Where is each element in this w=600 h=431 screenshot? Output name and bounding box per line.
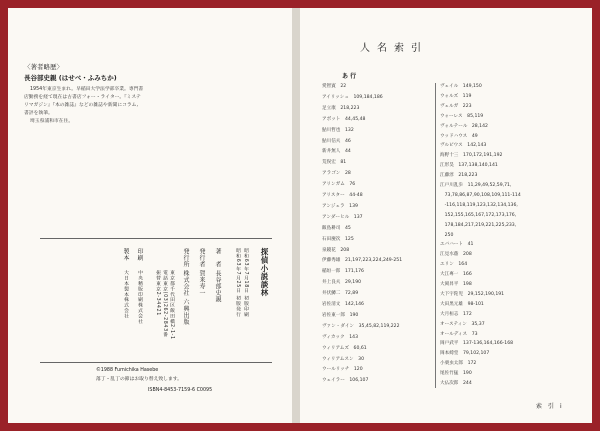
- bio-line: リマガジン』『本の雑誌』などの雑誌や新聞にコラム,: [24, 103, 138, 108]
- author-name: 長谷部史親 (はせべ・ふみちか): [24, 74, 117, 82]
- index-entry: 大仏次郎 244: [440, 381, 472, 386]
- index-entry: アイリッシュ 109,184,186: [322, 94, 383, 100]
- index-entry: 岡戸武平 137-136,164,166-168: [440, 341, 514, 347]
- index-entry: ウッドハウス 49: [440, 133, 478, 139]
- index-entry: 岩佐東一郎 190: [322, 312, 359, 318]
- publisher-address: 東京都千代田区飯田橋2-1-1: [169, 270, 174, 340]
- page-footer: 索 引 i: [536, 403, 562, 410]
- index-entry: 足立康 218,223: [322, 105, 360, 111]
- bio-line: 店勤務を経て現在は古書店フォー・ライター。『ミステ: [24, 95, 141, 100]
- index-entry: ウィリアムスン 30: [322, 356, 364, 362]
- index-entry: 大田黒元雄 98-101: [440, 301, 484, 307]
- bio-line: 1954年東京生まれ。早稲田大学法学部卒業。専門書: [30, 87, 144, 92]
- index-entry: オースティン 35,37: [440, 321, 485, 327]
- publisher-phone: 電話東京(03)262-2843番: [162, 270, 167, 338]
- book-gutter: [292, 8, 300, 423]
- index-entry: 愛智賓 22: [322, 84, 347, 89]
- bio-heading: 〈著者略歴〉: [24, 63, 63, 71]
- index-entry: 江藤淳 218,223: [440, 173, 478, 179]
- index-entry: 江形昊 137,138,140,141: [440, 163, 498, 169]
- index-entry: オールディス 73: [440, 331, 478, 337]
- index-entry: 海野十三 170,172,191,192: [440, 153, 503, 159]
- index-entry: 井伏鱒二 72,89: [322, 291, 359, 297]
- index-entry: 大岡昇平 198: [440, 282, 472, 287]
- print-label: 印刷: [136, 248, 143, 262]
- isbn: ISBN4-8453-7159-6 C0095: [148, 388, 213, 393]
- index-entry: アボット 44,45,48: [322, 116, 366, 122]
- index-entry: 大下宇陀児 29,152,190,191: [440, 291, 505, 297]
- publisher-person-label: 発行者: [198, 248, 205, 268]
- index-entry: 岩佐清文 142,146: [322, 302, 364, 307]
- index-entry: 荒俣宏 81: [322, 160, 347, 166]
- binder: 大日本製本株式会社: [123, 270, 128, 319]
- colophon-author: 長谷部史親: [214, 270, 221, 303]
- index-entry: アンダーヒル 137: [322, 214, 363, 220]
- binding-label: 製本: [122, 248, 129, 262]
- index-entry: ウィリアムズ 60,61: [322, 345, 367, 351]
- left-page: [8, 8, 292, 423]
- index-entry: ヴェルガ 223: [440, 103, 472, 109]
- index-entry: 泉鏡花 208: [322, 247, 350, 253]
- printer: 中央精版印刷株式会社: [137, 270, 142, 324]
- colophon-top-rule: [40, 238, 272, 239]
- index-entry: 大江專一 166: [440, 272, 472, 278]
- index-entry: 飯島耕司 45: [322, 225, 351, 231]
- author-label: 著 者: [214, 248, 221, 268]
- index-entry: 稲垣一郎 171,176: [322, 269, 364, 275]
- index-entry: 新井無人 44: [322, 149, 351, 155]
- index-entry: ウォーレス 85,119: [440, 113, 484, 119]
- index-entry: アリンガム 76: [322, 182, 356, 188]
- publisher-transfer: 振替東京2-34421: [155, 270, 160, 316]
- index-entry: エバハート 41: [440, 242, 474, 248]
- index-entry: 大月桓志 172: [440, 311, 472, 317]
- index-entry: 岡本綺堂 79,102,107: [440, 351, 490, 357]
- bio-line: 書評を執筆。: [24, 111, 53, 116]
- index-entry: ヴルピウス 142,143: [440, 143, 487, 149]
- index-entry: 江戸川乱歩 11,29,49,52,59,71,: [440, 183, 512, 188]
- copyright: ©1988 Fumichika Hasebe: [96, 368, 159, 373]
- publisher-person: 賀来寿一: [198, 270, 205, 297]
- bio-line: 埼玉県浦和市在住。: [30, 119, 74, 124]
- column-divider: [435, 83, 436, 388]
- index-entry: ヴァン・ダイン 35,45,82,119,222: [322, 323, 400, 329]
- index-title: 人名索引: [360, 43, 428, 54]
- index-entry: 250: [440, 232, 454, 238]
- index-entry: 152,155,165,167,172,173,176,: [440, 212, 517, 218]
- book-title: 探偵小説談林: [260, 248, 269, 297]
- index-entry: 尾佐竹猛 190: [440, 371, 472, 377]
- index-entry: エリン 164: [440, 262, 468, 268]
- print-date: 昭和63年7月18日 初版印刷: [243, 248, 248, 317]
- index-entry: 井上良夫 29,190: [322, 280, 362, 286]
- index-entry: アリスター 44-48: [322, 193, 363, 198]
- index-entry: 江見水蔭 208: [440, 252, 472, 258]
- index-entry: -116,118,119,123,132,134,136,: [440, 202, 518, 208]
- index-entry: 178,184,217,219,221,225,233,: [440, 222, 517, 228]
- index-entry: ヴェイル 149,150: [440, 84, 482, 89]
- index-entry: ウェイラー 106,107: [322, 378, 369, 384]
- index-entry: 小栗虫太郎 172: [440, 361, 477, 367]
- index-entry: 鮎川哲也 132: [322, 127, 354, 133]
- index-entry: ウォルズ 119: [440, 93, 472, 99]
- index-entry: 伊藤秀雄 21,197,223,224,249-251: [322, 258, 403, 264]
- section-heading: あ 行: [342, 73, 357, 80]
- index-entry: 鮎川信夫 46: [322, 138, 351, 144]
- publish-date: 昭和63年7月25日 初版発行: [235, 248, 240, 317]
- publisher-label: 発行所: [182, 248, 189, 268]
- index-entry: 73,78,86,87,90,108,109,111-114: [440, 192, 521, 198]
- index-entry: 石田慶次 125: [322, 236, 354, 242]
- index-entry: アラゴン 28: [322, 171, 351, 177]
- replacement-notice: 落丁・乱丁の節はお取り替え致します。: [96, 377, 182, 382]
- index-entry: アンジェラ 139: [322, 203, 358, 209]
- index-entry: ヴィカック 143: [322, 334, 359, 340]
- colophon-bottom-rule: [40, 362, 272, 363]
- index-entry: ヴォルテール 28,142: [440, 123, 488, 129]
- right-page: [300, 8, 592, 423]
- publisher: 株式会社 六興出版: [182, 270, 189, 326]
- index-entry: ウールリッチ 120: [322, 367, 363, 373]
